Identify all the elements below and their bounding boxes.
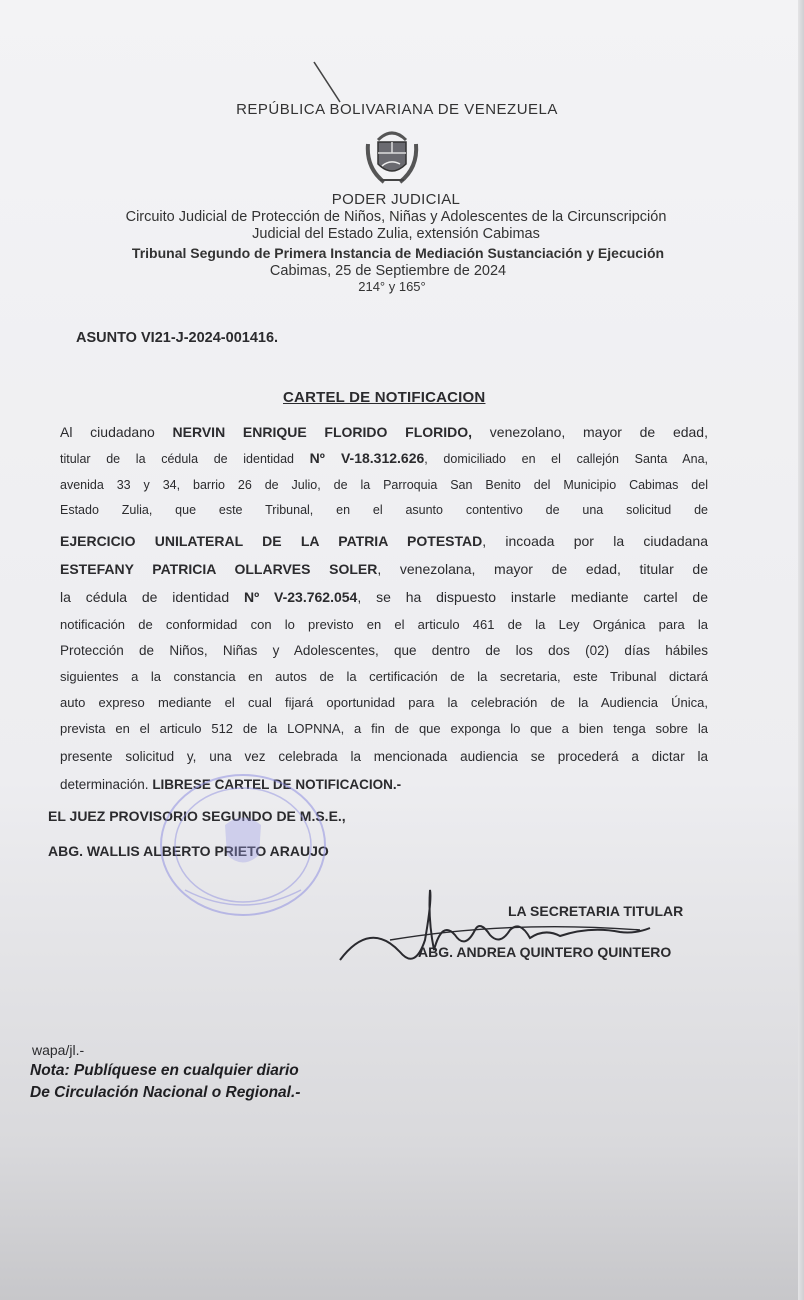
body-line: EJERCICIO UNILATERAL DE LA PATRIA POTESTAD, incoada por la ciudadana bbox=[60, 533, 708, 549]
case-number: ASUNTO VI21-J-2024-001416. bbox=[76, 330, 279, 346]
judge-title: EL JUEZ PROVISORIO SEGUNDO DE M.S.E., bbox=[48, 808, 346, 824]
tribunal-heading: Tribunal Segundo de Primera Instancia de Mediación Sustanciación y Ejecución bbox=[131, 245, 665, 261]
body-line: presente solicitud y, una vez celebrada la mencionada audiencia se procederá a dictar la bbox=[60, 749, 708, 764]
body-line: la cédula de identidad Nº V-23.762.054, se ha dispuesto instarle mediante cartel de bbox=[60, 589, 708, 605]
secretary-name: ABG. ANDREA QUINTERO QUINTERO bbox=[418, 944, 672, 960]
republic-heading: REPÚBLICA BOLIVARIANA DE VENEZUELA bbox=[236, 101, 558, 118]
body-line: titular de la cédula de identidad Nº V-18.312.626, domiciliado en el callejón Santa Ana, bbox=[60, 450, 708, 466]
body-line: avenida 33 y 34, barrio 26 de Julio, de la Parroquia San Benito del Municipio Cabimas del bbox=[60, 478, 708, 492]
body-line: siguientes a la constancia en autos de la certificación de la secretaria, este Tribunal dictará bbox=[60, 669, 708, 684]
body-line: prevista en el articulo 512 de la LOPNNA, a fin de que exponga lo que a bien tenga sobre la bbox=[60, 721, 708, 736]
secretary-title: LA SECRETARIA TITULAR bbox=[508, 903, 684, 919]
pen-stroke-mark bbox=[310, 60, 350, 106]
circuit-line-1: Circuito Judicial de Protección de Niños, Niñas y Adolescentes de la Circunscripción bbox=[125, 209, 667, 225]
official-stamp-icon bbox=[155, 770, 330, 920]
note-line-1: Nota: Publíquese en cualquier diario bbox=[30, 1062, 299, 1079]
judge-name: ABG. WALLIS ALBERTO PRIETO ARAUJO bbox=[48, 843, 329, 859]
body-line: notificación de conformidad con lo previsto en el articulo 461 de la Ley Orgánica para la bbox=[60, 617, 708, 632]
typist-initials: wapa/jl.- bbox=[32, 1042, 85, 1058]
body-line: Al ciudadano NERVIN ENRIQUE FLORIDO FLORIDO, venezolano, mayor de edad, bbox=[60, 424, 708, 440]
document-date: Cabimas, 25 de Septiembre de 2024 bbox=[269, 263, 507, 279]
poder-judicial-heading: PODER JUDICIAL bbox=[331, 191, 461, 208]
years-line: 214° y 165° bbox=[358, 279, 426, 294]
body-line: determinación. LIBRESE CARTEL DE NOTIFICACION.- bbox=[60, 777, 402, 792]
body-line: ESTEFANY PATRICIA OLLARVES SOLER, venezolana, mayor de edad, titular de bbox=[60, 561, 708, 577]
secretary-signature bbox=[330, 880, 660, 980]
body-line: Estado Zulia, que este Tribunal, en el asunto contentivo de una solicitud de bbox=[60, 503, 708, 517]
coat-of-arms-icon bbox=[360, 124, 424, 188]
note-line-2: De Circulación Nacional o Regional.- bbox=[30, 1084, 301, 1101]
circuit-line-2: Judicial del Estado Zulia, extensión Cabimas bbox=[252, 226, 540, 242]
body-line: Protección de Niños, Niñas y Adolescentes, que dentro de los dos (02) días hábiles bbox=[60, 643, 708, 658]
document-title: CARTEL DE NOTIFICACION bbox=[283, 389, 486, 406]
body-line: auto expreso mediante el cual fijará oportunidad para la celebración de la Audiencia Única, bbox=[60, 695, 708, 710]
